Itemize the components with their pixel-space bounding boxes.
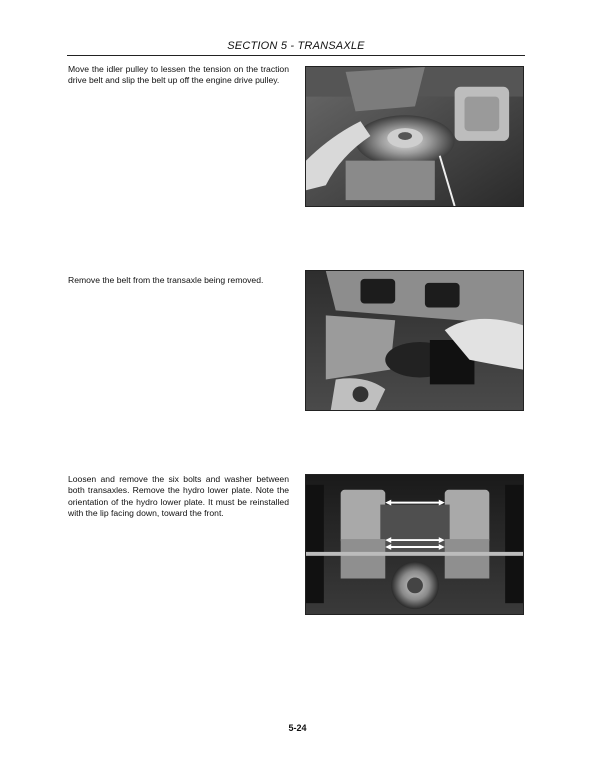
step-1-text: Move the idler pulley to lessen the tension on the traction drive belt and slip the belt up off the engine drive pulley.	[68, 64, 289, 86]
transaxle-belt-photo	[305, 270, 524, 411]
idler-pulley-photo	[305, 66, 524, 207]
header-divider	[67, 55, 525, 56]
step-2-text: Remove the belt from the transaxle being removed.	[68, 275, 264, 285]
step-3-text: Loosen and remove the six bolts and washer between both transaxles. Remove the hydro lower plate. Note the orientation of the hydro lower plate. It must be reinstalled with the lip facing down, toward the front.	[68, 474, 289, 519]
hydro-lower-plate-photo	[305, 474, 524, 615]
section-header-title: SECTION 5 - TRANSAXLE	[227, 40, 365, 52]
page-number: 5-24	[288, 723, 307, 733]
